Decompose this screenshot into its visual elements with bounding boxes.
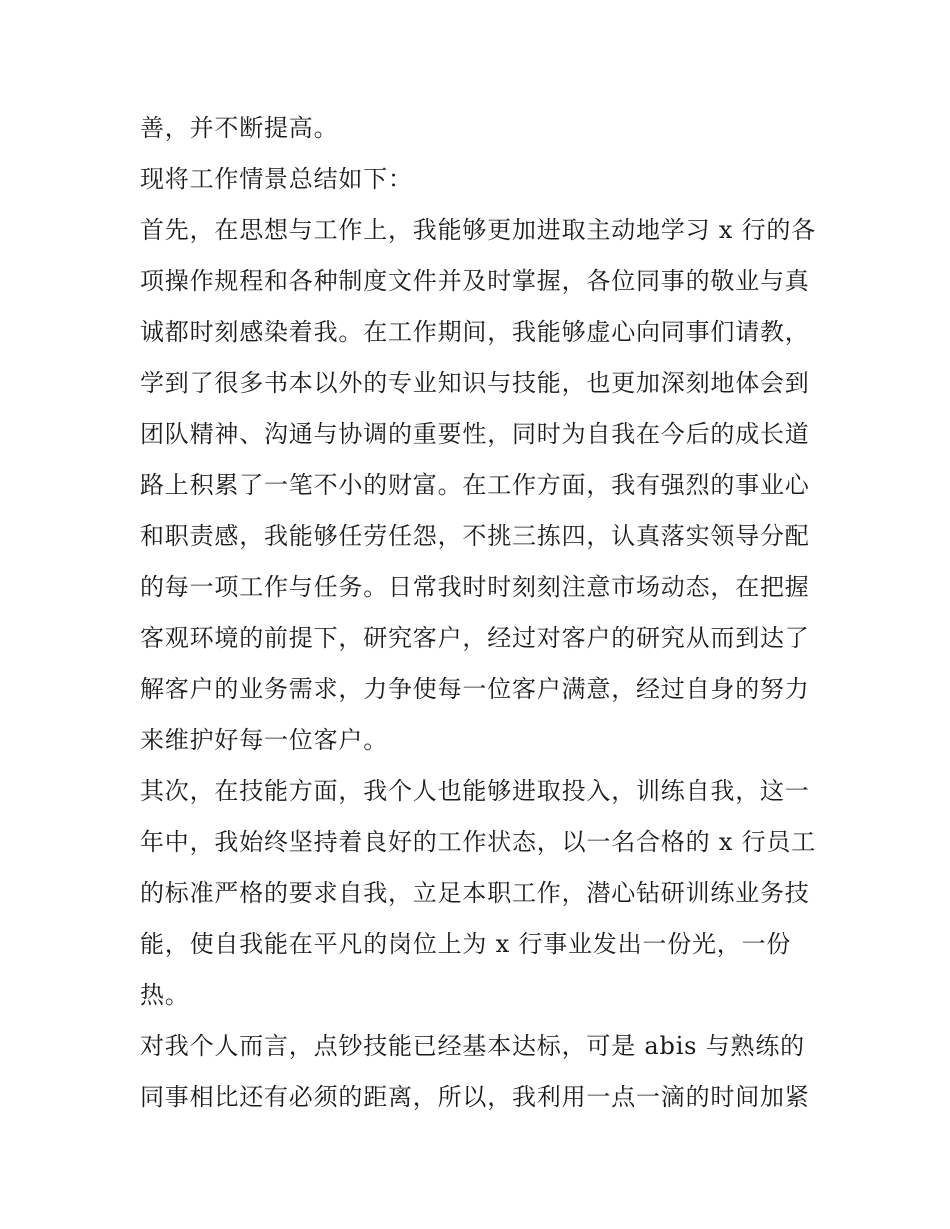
text-line: 诚都时刻感染着我。在工作期间，我能够虚心向同事们请教， [140,318,810,346]
text-line: 学到了很多书本以外的专业知识与技能，也更加深刻地体会到 [140,369,810,397]
text-line: 项操作规程和各种制度文件并及时掌握，各位同事的敬业与真 [140,267,810,295]
text-line: 首先，在思想与工作上，我能够更加进取主动地学习 x 行的各 [140,216,816,244]
document-body [140,103,820,1123]
text-line: 同事相比还有必须的距离，所以，我利用一点一滴的时间加紧 [140,1083,810,1111]
text-line: 的标准严格的要求自我，立足本职工作，潜心钻研训练业务技 [140,879,810,907]
text-line: 客观环境的前提下，研究客户，经过对客户的研究从而到达了 [140,624,810,652]
text-line: 其次，在技能方面，我个人也能够进取投入，训练自我，这一 [140,777,810,805]
text-line: 现将工作情景总结如下： [140,165,413,193]
text-line: 年中，我始终坚持着良好的工作状态，以一名合格的 x 行员工 [140,828,816,856]
text-line: 对我个人而言，点钞技能已经基本达标，可是 abis 与熟练的 [140,1032,805,1060]
text-line: 路上积累了一笔不小的财富。在工作方面，我有强烈的事业心 [140,471,810,499]
text-line: 来维护好每一位客户。 [140,726,388,754]
text-line: 和职责感，我能够任劳任怨，不挑三拣四，认真落实领导分配 [140,522,810,550]
text-line: 热。 [140,981,190,1009]
text-line: 的每一项工作与任务。日常我时时刻刻注意市场动态，在把握 [140,573,810,601]
text-line: 能，使自我能在平凡的岗位上为 x 行事业发出一份光，一份 [140,930,792,958]
text-line: 善，并不断提高。 [140,114,339,142]
text-line: 解客户的业务需求，力争使每一位客户满意，经过自身的努力 [140,675,810,703]
text-line: 团队精神、沟通与协调的重要性，同时为自我在今后的成长道 [140,420,810,448]
